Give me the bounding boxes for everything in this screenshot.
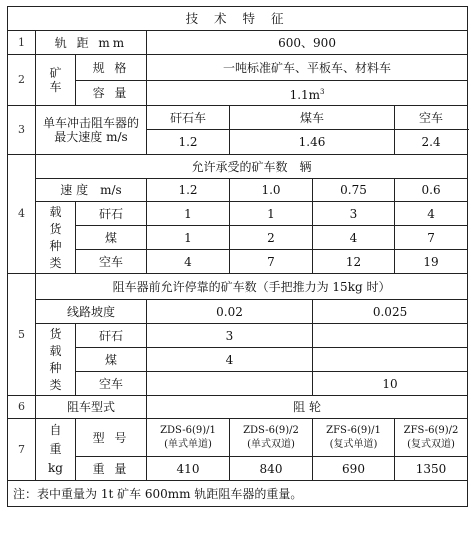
weight-label: 重 量	[76, 457, 147, 481]
speed-value: 0.75	[313, 179, 395, 202]
spec-value: 一吨标准矿车、平板车、材料车	[147, 55, 468, 81]
table-cell: 1	[147, 202, 230, 226]
cargo-type-group-label	[36, 324, 76, 396]
self-weight-text: 自重 kg	[48, 423, 63, 475]
load-type-label: 矸石	[76, 202, 147, 226]
header-gangue-car: 矸石车	[147, 106, 230, 130]
speed-value: 0.6	[395, 179, 468, 202]
cargo-type-text: 货载种类	[49, 326, 62, 392]
model-name: ZFS-6(9)/2	[403, 424, 459, 436]
stopper-type-label: 阻车型式	[36, 396, 147, 419]
table-cell: 12	[313, 250, 395, 274]
capacity-label: 容 量	[76, 81, 147, 106]
max-speed-label	[36, 106, 147, 155]
table-cell: 7	[395, 226, 468, 250]
model-label: 型 号	[76, 419, 147, 457]
row-number: 6	[8, 396, 36, 419]
model-cell	[230, 419, 313, 457]
allowed-cars-header: 允许承受的矿车数 辆	[36, 155, 468, 179]
row-number: 2	[8, 55, 36, 106]
speed-coal: 1.46	[230, 130, 395, 155]
table-cell: 4	[395, 202, 468, 226]
row-number: 7	[8, 419, 36, 481]
gauge-value: 600、900	[147, 31, 468, 55]
weight-value: 690	[313, 457, 395, 481]
slope-value: 0.02	[147, 300, 313, 324]
self-weight-group-label	[36, 419, 76, 481]
cargo-type-label: 矸石	[76, 324, 147, 348]
table-cell	[313, 324, 468, 348]
row-number: 5	[8, 274, 36, 396]
table-cell: 10	[313, 372, 468, 396]
header-empty-car: 空车	[395, 106, 468, 130]
spec-table-container	[7, 6, 468, 507]
gauge-label: 轨 距 mm	[36, 31, 147, 55]
weight-value: 840	[230, 457, 313, 481]
weight-value: 1350	[395, 457, 468, 481]
table-cell: 2	[230, 226, 313, 250]
load-type-label: 煤	[76, 226, 147, 250]
table-cell: 7	[230, 250, 313, 274]
table-note: 注：表中重量为 1t 矿车 600mm 轨距阻车器的重量。	[8, 481, 468, 507]
model-sub: (复式单道)	[329, 438, 378, 450]
row-number: 4	[8, 155, 36, 274]
table-cell: 4	[147, 250, 230, 274]
model-cell	[395, 419, 468, 457]
spec-table	[7, 6, 468, 507]
model-name: ZFS-6(9)/1	[326, 424, 381, 436]
load-type-label: 空车	[76, 250, 147, 274]
max-speed-text: 单车冲击阻车器的最大速度 m/s	[43, 116, 140, 144]
cargo-type-label: 空车	[76, 372, 147, 396]
model-sub: (单式单道)	[164, 438, 212, 450]
model-cell	[313, 419, 395, 457]
weight-value: 410	[147, 457, 230, 481]
table-cell	[147, 372, 313, 396]
model-name: ZDS-6(9)/2	[243, 424, 299, 436]
parked-cars-header: 阻车器前允许停靠的矿车数（手把推力为 15kg 时）	[36, 274, 468, 300]
table-cell: 1	[147, 226, 230, 250]
table-cell	[313, 348, 468, 372]
header-coal-car: 煤车	[230, 106, 395, 130]
table-cell: 4	[313, 226, 395, 250]
table-cell: 4	[147, 348, 313, 372]
load-type-group-label	[36, 202, 76, 274]
capacity-value	[147, 81, 468, 106]
car-group-label	[36, 55, 76, 106]
model-name: ZDS-6(9)/1	[160, 424, 216, 436]
speed-empty: 2.4	[395, 130, 468, 155]
model-sub: (复式双道)	[407, 438, 455, 450]
stopper-type-value: 阻 轮	[147, 396, 468, 419]
table-cell: 1	[230, 202, 313, 226]
speed-gangue: 1.2	[147, 130, 230, 155]
row-number: 1	[8, 31, 36, 55]
model-sub: (单式双道)	[247, 438, 295, 450]
car-group-text: 矿车	[49, 66, 62, 94]
capacity-number: 1.1m	[289, 87, 321, 102]
load-type-text: 载货种类	[49, 204, 62, 270]
capacity-superscript: 3	[320, 87, 325, 96]
row-number: 3	[8, 106, 36, 155]
table-cell: 3	[147, 324, 313, 348]
table-cell: 3	[313, 202, 395, 226]
speed-value: 1.0	[230, 179, 313, 202]
model-cell	[147, 419, 230, 457]
cargo-type-label: 煤	[76, 348, 147, 372]
table-title: 技 术 特 征	[8, 7, 468, 31]
table-cell: 19	[395, 250, 468, 274]
speed-label: 速 度 m/s	[36, 179, 147, 202]
slope-value: 0.025	[313, 300, 468, 324]
spec-label: 规 格	[76, 55, 147, 81]
speed-value: 1.2	[147, 179, 230, 202]
slope-label: 线路坡度	[36, 300, 147, 324]
